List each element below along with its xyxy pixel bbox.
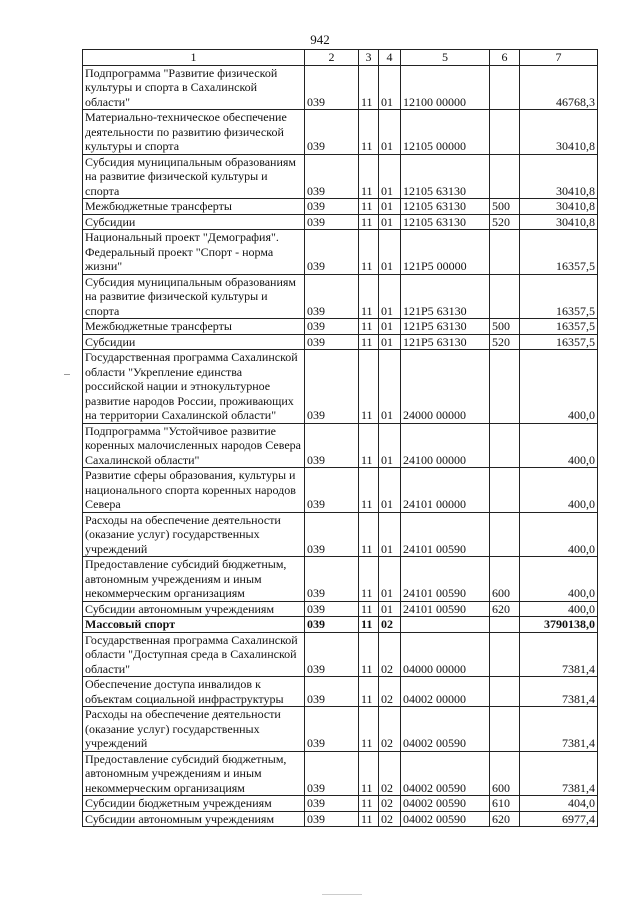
subsection-cell: 01 <box>379 334 401 350</box>
section-cell: 11 <box>359 110 379 155</box>
row-name-cell: Развитие сферы образования, культуры и национального спорта коренных народов Севера <box>83 468 305 513</box>
subsection-cell: 01 <box>379 110 401 155</box>
target-item-cell: 04002 00590 <box>401 796 490 812</box>
table-row <box>83 512 598 557</box>
margin-mark <box>64 374 70 375</box>
expense-type-cell <box>490 274 520 319</box>
target-item-cell: 12100 00000 <box>401 65 490 110</box>
amount-cell: 30410,8 <box>520 214 598 230</box>
amount-cell: 7381,4 <box>520 751 598 796</box>
section-cell: 11 <box>359 319 379 335</box>
target-item-cell: 121P5 63130 <box>401 319 490 335</box>
amount-cell: 400,0 <box>520 512 598 557</box>
expense-type-cell <box>490 707 520 752</box>
section-cell: 11 <box>359 334 379 350</box>
admin-code-cell: 039 <box>305 214 359 230</box>
header-col-2: 2 <box>305 50 359 66</box>
budget-table <box>82 49 598 827</box>
subsection-cell: 02 <box>379 707 401 752</box>
table-row <box>83 230 598 275</box>
admin-code-cell: 039 <box>305 601 359 617</box>
section-cell: 11 <box>359 350 379 424</box>
row-name-cell: Расходы на обеспечение деятельности (оказание услуг) государственных учреждений <box>83 707 305 752</box>
subsection-cell: 02 <box>379 617 401 633</box>
target-item-cell: 12105 63130 <box>401 199 490 215</box>
expense-type-cell: 500 <box>490 199 520 215</box>
header-col-6: 6 <box>490 50 520 66</box>
target-item-cell: 12105 00000 <box>401 110 490 155</box>
expense-type-cell <box>490 677 520 707</box>
subsection-cell: 02 <box>379 677 401 707</box>
section-cell: 11 <box>359 557 379 602</box>
subsection-cell: 01 <box>379 199 401 215</box>
section-cell: 11 <box>359 65 379 110</box>
target-item-cell: 24101 00590 <box>401 557 490 602</box>
section-cell: 11 <box>359 154 379 199</box>
section-cell: 11 <box>359 468 379 513</box>
target-item-cell: 121P5 63130 <box>401 274 490 319</box>
expense-type-cell: 620 <box>490 601 520 617</box>
target-item-cell: 24101 00590 <box>401 601 490 617</box>
subsection-cell: 02 <box>379 796 401 812</box>
table-row <box>83 423 598 468</box>
row-name-cell: Межбюджетные трансферты <box>83 199 305 215</box>
table-row <box>83 110 598 155</box>
row-name-cell: Субсидии <box>83 214 305 230</box>
admin-code-cell: 039 <box>305 334 359 350</box>
admin-code-cell: 039 <box>305 274 359 319</box>
expense-type-cell: 520 <box>490 214 520 230</box>
admin-code-cell: 039 <box>305 423 359 468</box>
subsection-cell: 02 <box>379 811 401 827</box>
amount-cell: 400,0 <box>520 423 598 468</box>
section-cell: 11 <box>359 707 379 752</box>
expense-type-cell <box>490 617 520 633</box>
subsection-cell: 01 <box>379 154 401 199</box>
table-row <box>83 65 598 110</box>
subsection-cell: 01 <box>379 468 401 513</box>
section-cell: 11 <box>359 274 379 319</box>
expense-type-cell: 620 <box>490 811 520 827</box>
amount-cell: 30410,8 <box>520 154 598 199</box>
target-item-cell: 24101 00000 <box>401 468 490 513</box>
header-col-3: 3 <box>359 50 379 66</box>
subsection-cell: 01 <box>379 274 401 319</box>
row-name-cell: Субсидии автономным учреждениям <box>83 811 305 827</box>
expense-type-cell <box>490 632 520 677</box>
header-row <box>83 50 598 66</box>
admin-code-cell: 039 <box>305 65 359 110</box>
section-cell: 11 <box>359 811 379 827</box>
target-item-cell: 04002 00590 <box>401 811 490 827</box>
expense-type-cell: 520 <box>490 334 520 350</box>
expense-type-cell: 600 <box>490 557 520 602</box>
expense-type-cell <box>490 468 520 513</box>
target-item-cell: 04002 00590 <box>401 707 490 752</box>
amount-cell: 16357,5 <box>520 319 598 335</box>
section-cell: 11 <box>359 617 379 633</box>
amount-cell: 30410,8 <box>520 199 598 215</box>
admin-code-cell: 039 <box>305 350 359 424</box>
row-name-cell: Субсидия муниципальным образованиям на развитие физической культуры и спорта <box>83 154 305 199</box>
table-row <box>83 557 598 602</box>
section-cell: 11 <box>359 751 379 796</box>
subsection-cell: 01 <box>379 601 401 617</box>
table-row <box>83 350 598 424</box>
row-name-cell: Подпрограмма "Устойчивое развитие коренных малочисленных народов Севера Сахалинской области" <box>83 423 305 468</box>
table-row <box>83 334 598 350</box>
table-row <box>83 319 598 335</box>
table-row <box>83 214 598 230</box>
row-name-cell: Подпрограмма "Развитие физической культуры и спорта в Сахалинской области" <box>83 65 305 110</box>
header-col-1: 1 <box>83 50 305 66</box>
admin-code-cell: 039 <box>305 677 359 707</box>
section-cell: 11 <box>359 423 379 468</box>
table-row <box>83 274 598 319</box>
target-item-cell: 121P5 00000 <box>401 230 490 275</box>
target-item-cell: 24101 00590 <box>401 512 490 557</box>
expense-type-cell <box>490 512 520 557</box>
section-cell: 11 <box>359 677 379 707</box>
row-name-cell: Государственная программа Сахалинской области "Доступная среда в Сахалинской области" <box>83 632 305 677</box>
section-cell: 11 <box>359 199 379 215</box>
row-name-cell: Расходы на обеспечение деятельности (оказание услуг) государственных учреждений <box>83 512 305 557</box>
row-name-cell: Межбюджетные трансферты <box>83 319 305 335</box>
table-row <box>83 811 598 827</box>
amount-cell: 400,0 <box>520 468 598 513</box>
row-name-cell: Национальный проект "Демография". Федеральный проект "Спорт - норма жизни" <box>83 230 305 275</box>
section-cell: 11 <box>359 796 379 812</box>
admin-code-cell: 039 <box>305 751 359 796</box>
target-item-cell: 04000 00000 <box>401 632 490 677</box>
amount-cell: 16357,5 <box>520 274 598 319</box>
row-name-cell: Предоставление субсидий бюджетным, автономным учреждениям и иным некоммерческим организациям <box>83 557 305 602</box>
row-name-cell: Массовый спорт <box>83 617 305 633</box>
row-name-cell: Субсидии <box>83 334 305 350</box>
target-item-cell: 12105 63130 <box>401 214 490 230</box>
subsection-cell: 02 <box>379 751 401 796</box>
expense-type-cell <box>490 423 520 468</box>
admin-code-cell: 039 <box>305 632 359 677</box>
table-row <box>83 154 598 199</box>
amount-cell: 400,0 <box>520 350 598 424</box>
target-item-cell: 24000 00000 <box>401 350 490 424</box>
page-number: 942 <box>310 32 330 47</box>
subsection-cell: 02 <box>379 632 401 677</box>
admin-code-cell: 039 <box>305 707 359 752</box>
subsection-cell: 01 <box>379 230 401 275</box>
amount-cell: 16357,5 <box>520 230 598 275</box>
table-row <box>83 199 598 215</box>
section-cell: 11 <box>359 512 379 557</box>
header-col-4: 4 <box>379 50 401 66</box>
amount-cell: 46768,3 <box>520 65 598 110</box>
table-row <box>83 707 598 752</box>
amount-cell: 7381,4 <box>520 707 598 752</box>
row-name-cell: Материально-техническое обеспечение деятельности по развитию физической культуры и спорта <box>83 110 305 155</box>
expense-type-cell <box>490 350 520 424</box>
amount-cell: 7381,4 <box>520 632 598 677</box>
table-row <box>83 632 598 677</box>
amount-cell: 3790138,0 <box>520 617 598 633</box>
row-name-cell: Субсидии бюджетным учреждениям <box>83 796 305 812</box>
target-item-cell: 24100 00000 <box>401 423 490 468</box>
target-item-cell <box>401 617 490 633</box>
expense-type-cell: 500 <box>490 319 520 335</box>
admin-code-cell: 039 <box>305 154 359 199</box>
admin-code-cell: 039 <box>305 468 359 513</box>
subsection-cell: 01 <box>379 557 401 602</box>
target-item-cell: 12105 63130 <box>401 154 490 199</box>
admin-code-cell: 039 <box>305 319 359 335</box>
expense-type-cell: 600 <box>490 751 520 796</box>
header-col-7: 7 <box>520 50 598 66</box>
table-row <box>83 601 598 617</box>
expense-type-cell <box>490 65 520 110</box>
section-cell: 11 <box>359 214 379 230</box>
amount-cell: 6977,4 <box>520 811 598 827</box>
expense-type-cell <box>490 230 520 275</box>
admin-code-cell: 039 <box>305 557 359 602</box>
amount-cell: 16357,5 <box>520 334 598 350</box>
amount-cell: 400,0 <box>520 557 598 602</box>
expense-type-cell <box>490 154 520 199</box>
admin-code-cell: 039 <box>305 199 359 215</box>
target-item-cell: 04002 00000 <box>401 677 490 707</box>
admin-code-cell: 039 <box>305 110 359 155</box>
subsection-cell: 01 <box>379 512 401 557</box>
table-row <box>83 468 598 513</box>
section-cell: 11 <box>359 601 379 617</box>
section-cell: 11 <box>359 230 379 275</box>
row-name-cell: Государственная программа Сахалинской области "Укрепление единства российской нации и этнокультурное развитие народов России, проживающих на территории Сахалинской области" <box>83 350 305 424</box>
row-name-cell: Субсидии автономным учреждениям <box>83 601 305 617</box>
row-name-cell: Субсидия муниципальным образованиям на развитие физической культуры и спорта <box>83 274 305 319</box>
subsection-cell: 01 <box>379 423 401 468</box>
subsection-cell: 01 <box>379 319 401 335</box>
header-col-5: 5 <box>401 50 490 66</box>
row-name-cell: Предоставление субсидий бюджетным, автономным учреждениям и иным некоммерческим организациям <box>83 751 305 796</box>
admin-code-cell: 039 <box>305 230 359 275</box>
table-row <box>83 751 598 796</box>
table-row <box>83 617 598 633</box>
admin-code-cell: 039 <box>305 617 359 633</box>
subsection-cell: 01 <box>379 350 401 424</box>
table-row <box>83 796 598 812</box>
amount-cell: 30410,8 <box>520 110 598 155</box>
target-item-cell: 121P5 63130 <box>401 334 490 350</box>
admin-code-cell: 039 <box>305 811 359 827</box>
admin-code-cell: 039 <box>305 512 359 557</box>
amount-cell: 400,0 <box>520 601 598 617</box>
target-item-cell: 04002 00590 <box>401 751 490 796</box>
expense-type-cell: 610 <box>490 796 520 812</box>
subsection-cell: 01 <box>379 65 401 110</box>
amount-cell: 404,0 <box>520 796 598 812</box>
admin-code-cell: 039 <box>305 796 359 812</box>
subsection-cell: 01 <box>379 214 401 230</box>
amount-cell: 7381,4 <box>520 677 598 707</box>
section-cell: 11 <box>359 632 379 677</box>
bottom-mark <box>322 894 362 895</box>
row-name-cell: Обеспечение доступа инвалидов к объектам социальной инфраструктуры <box>83 677 305 707</box>
expense-type-cell <box>490 110 520 155</box>
table-row <box>83 677 598 707</box>
